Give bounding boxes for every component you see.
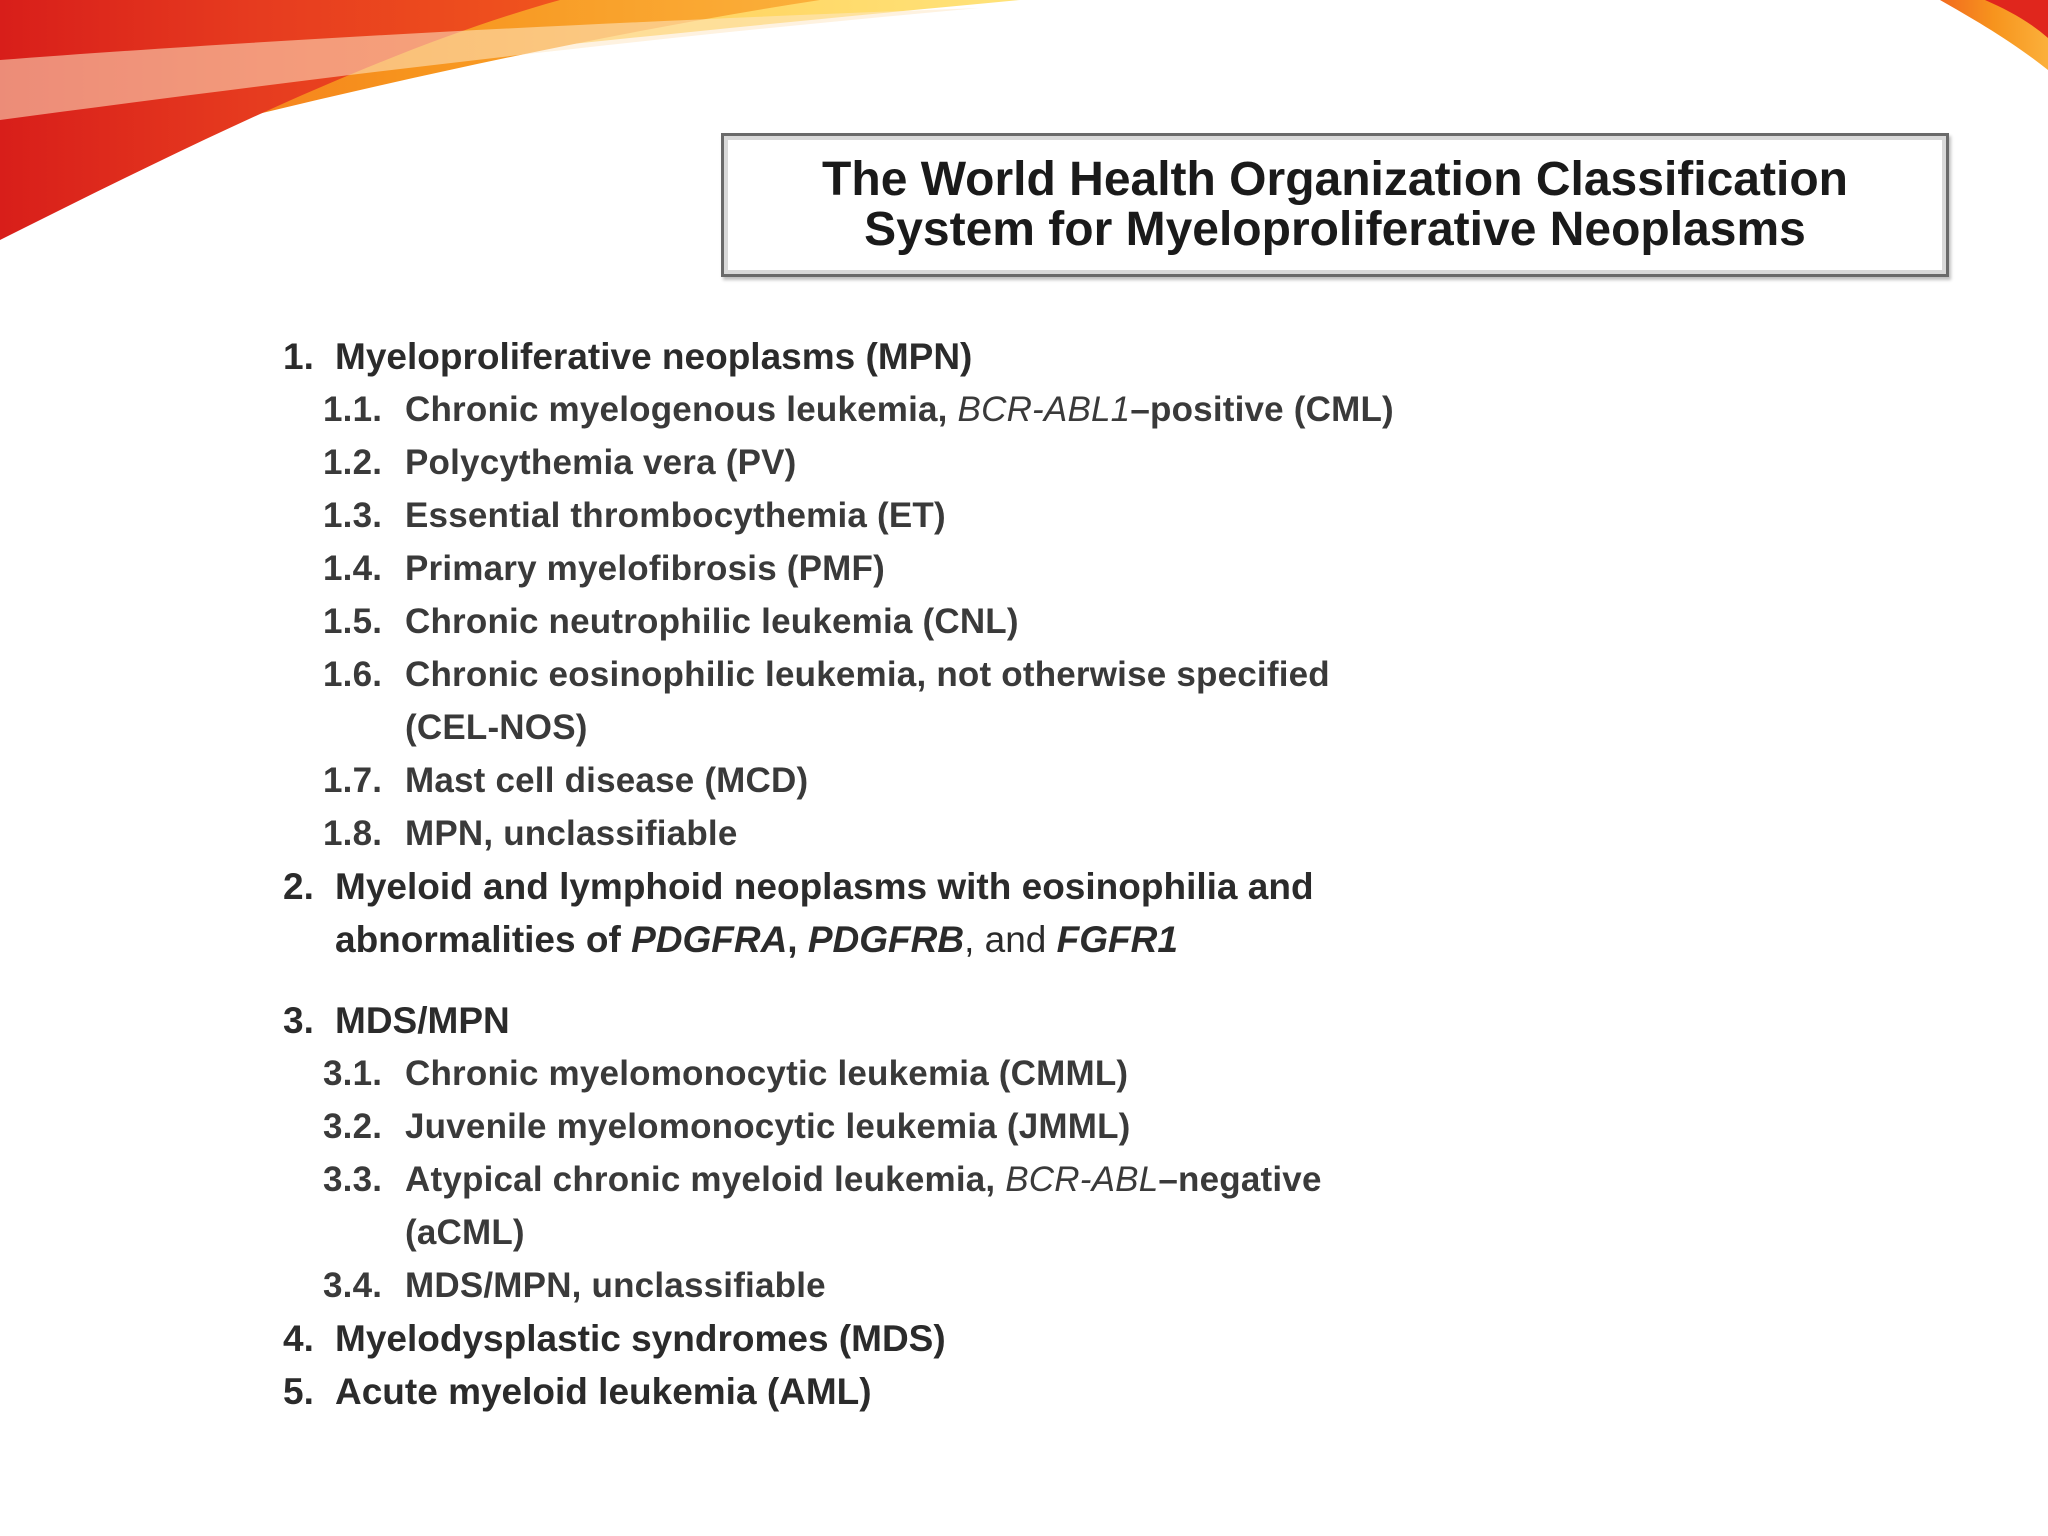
item-label: Juvenile myelomonocytic leukemia (JMML)	[405, 1107, 1131, 1146]
item-label: MDS/MPN	[335, 1000, 510, 1041]
list-item	[283, 330, 1583, 383]
list-item	[283, 1047, 1583, 1100]
list-item	[283, 1100, 1583, 1153]
gene-name: FGFR1	[1056, 919, 1178, 960]
list-item	[283, 1365, 1583, 1418]
list-item	[283, 489, 1583, 542]
item-label: Chronic neutrophilic leukemia (CNL)	[405, 602, 1019, 641]
item-label: Chronic myelomonocytic leukemia (CMML)	[405, 1054, 1129, 1093]
corner-swoosh-right	[1940, 0, 2048, 70]
item-number: 3.3.	[323, 1160, 383, 1199]
item-label: MPN, unclassifiable	[405, 814, 738, 853]
item-label: MDS/MPN, unclassifiable	[405, 1266, 826, 1305]
separator: , and	[964, 919, 1057, 960]
item-number: 2.	[283, 866, 314, 907]
item-label: Chronic eosinophilic leukemia, not otherwise specified	[405, 655, 1330, 694]
item-number: 3.4.	[323, 1266, 383, 1305]
item-number: 1.5.	[323, 602, 383, 641]
item-label: Myelodysplastic syndromes (MDS)	[335, 1318, 946, 1359]
list-item	[283, 648, 1583, 701]
item-label: Chronic myelogenous leukemia,	[405, 390, 958, 429]
slide-title: The World Health Organization Classification System for Myeloproliferative Neoplasms	[822, 153, 1848, 256]
list-item	[283, 754, 1583, 807]
list-item	[283, 1312, 1583, 1365]
list-item	[283, 383, 1583, 436]
list-item	[283, 994, 1583, 1047]
item-label: Acute myeloid leukemia (AML)	[335, 1371, 872, 1412]
gene-name: PDGFRA	[631, 919, 788, 960]
item-number: 1.8.	[323, 814, 383, 853]
separator: ,	[787, 919, 808, 960]
item-label: Mast cell disease (MCD)	[405, 761, 809, 800]
item-label-suffix: –positive (CML)	[1130, 390, 1394, 429]
item-number: 1.3.	[323, 496, 383, 535]
item-number: 3.2.	[323, 1107, 383, 1146]
item-number: 1.1.	[323, 390, 383, 429]
item-label: Myeloproliferative neoplasms (MPN)	[335, 336, 973, 377]
list-item	[283, 1259, 1583, 1312]
list-item-continuation: (CEL-NOS)	[405, 708, 588, 747]
gene-name: PDGFRB	[807, 919, 965, 960]
list-item-continuation: (aCML)	[405, 1213, 525, 1252]
gene-name: BCR-ABL1	[957, 390, 1131, 429]
item-number: 1.2.	[323, 443, 383, 482]
item-label: abnormalities of	[335, 919, 632, 960]
title-box	[721, 133, 1949, 277]
item-label-suffix: –negative	[1158, 1160, 1322, 1199]
item-label: Myeloid and lymphoid neoplasms with eosinophilia and	[335, 866, 1314, 907]
list-item-continuation	[283, 913, 1583, 966]
gene-name: BCR-ABL	[1005, 1160, 1159, 1199]
item-number: 1.7.	[323, 761, 383, 800]
classification-list	[283, 330, 1583, 1418]
item-number: 3.1.	[323, 1054, 383, 1093]
item-number: 4.	[283, 1318, 314, 1359]
item-label: Primary myelofibrosis (PMF)	[405, 549, 885, 588]
item-number: 5.	[283, 1371, 314, 1412]
item-number: 1.4.	[323, 549, 383, 588]
list-item	[283, 860, 1583, 913]
item-label: Polycythemia vera (PV)	[405, 443, 797, 482]
list-item	[283, 436, 1583, 489]
item-label: Essential thrombocythemia (ET)	[405, 496, 946, 535]
item-number: 1.	[283, 336, 314, 377]
list-item	[283, 1153, 1583, 1206]
list-item	[283, 542, 1583, 595]
list-item	[283, 595, 1583, 648]
item-number: 1.6.	[323, 655, 383, 694]
item-label: Atypical chronic myeloid leukemia,	[405, 1160, 1006, 1199]
item-number: 3.	[283, 1000, 314, 1041]
list-item	[283, 807, 1583, 860]
